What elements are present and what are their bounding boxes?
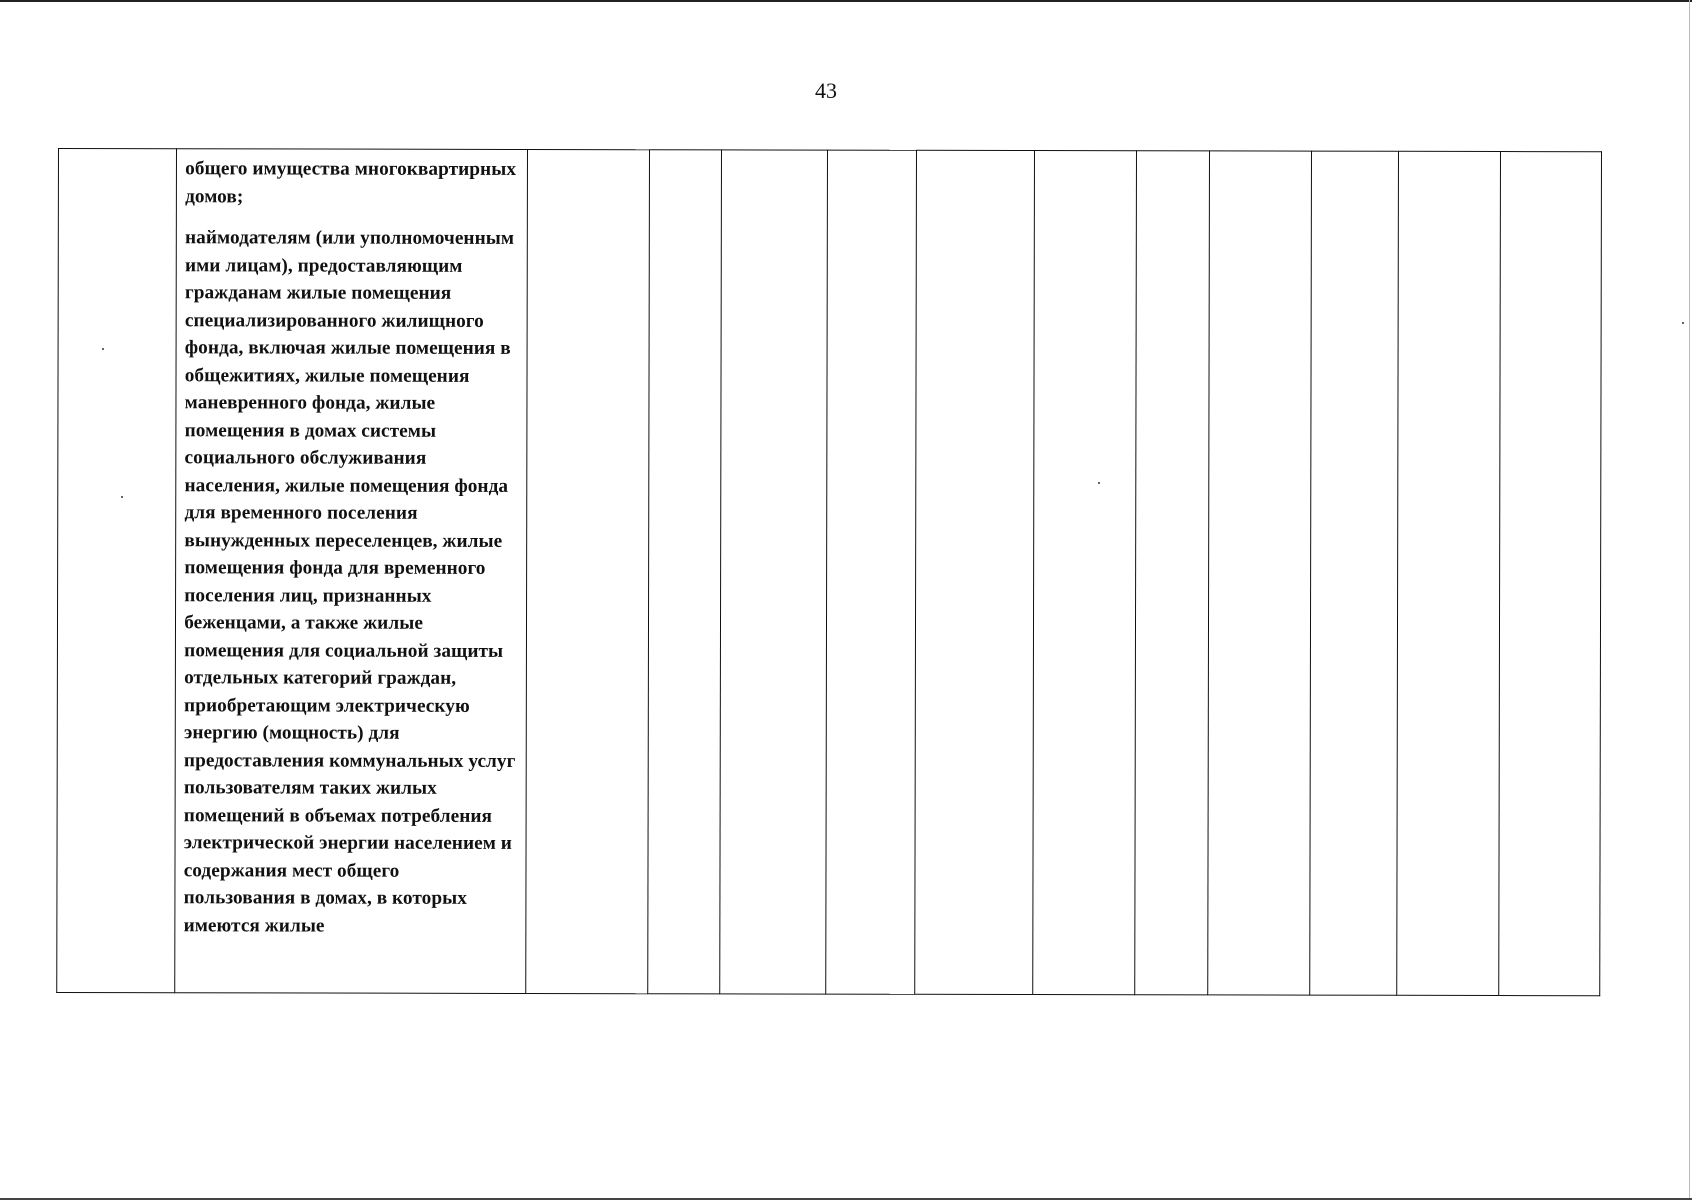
scan-speck bbox=[1682, 322, 1684, 324]
scan-right-border bbox=[1689, 0, 1690, 1200]
table-cell-empty bbox=[1498, 152, 1601, 996]
table-cell-empty bbox=[526, 149, 650, 993]
table-cell-empty bbox=[826, 150, 916, 994]
table-cell-empty bbox=[1135, 151, 1210, 995]
page-number: 43 bbox=[815, 78, 837, 103]
table-cell-empty bbox=[1208, 151, 1312, 995]
scan-top-border bbox=[0, 0, 1692, 2]
scan-speck bbox=[1098, 482, 1100, 484]
table-cell-number bbox=[57, 149, 177, 993]
table-cell-empty bbox=[648, 150, 722, 994]
scan-speck bbox=[121, 496, 123, 498]
table-cell-empty bbox=[914, 150, 1034, 994]
tariff-table bbox=[56, 148, 1602, 996]
table-cell-empty bbox=[720, 150, 828, 994]
description-paragraph-2: наймодателям (или уполномоченным ими лицам), предоставляющим гражданам жилые помещения специализированного жилищного фонда, включая жилые помещения в общежитиях, жилые помещения маневренного фонда, жилые помещения в домах системы социального обслуживания населения, жилые помещения фонда для временного поселения вынужденных переселенцев, жилые помещения фонда для временного поселения лиц, признанных беженцами, а также жилые помещения для социальной защиты отдельных категорий граждан, приобретающим электрическую энергию (мощность) для предоставления коммунальных услуг пользователям таких жилых помещений в объемах потребления электрической энергии населением и содержания мест общего пользования в домах, в которых имеются жилые bbox=[183, 227, 516, 937]
table-cell-empty bbox=[1310, 151, 1398, 995]
table-cell-empty bbox=[1396, 151, 1500, 995]
scan-speck bbox=[102, 348, 104, 350]
table-row bbox=[57, 149, 1602, 996]
table-cell-description bbox=[175, 149, 527, 994]
table-cell-empty bbox=[1033, 151, 1137, 995]
description-paragraph-1: общего имущества многоквартирных домов; bbox=[185, 158, 517, 207]
